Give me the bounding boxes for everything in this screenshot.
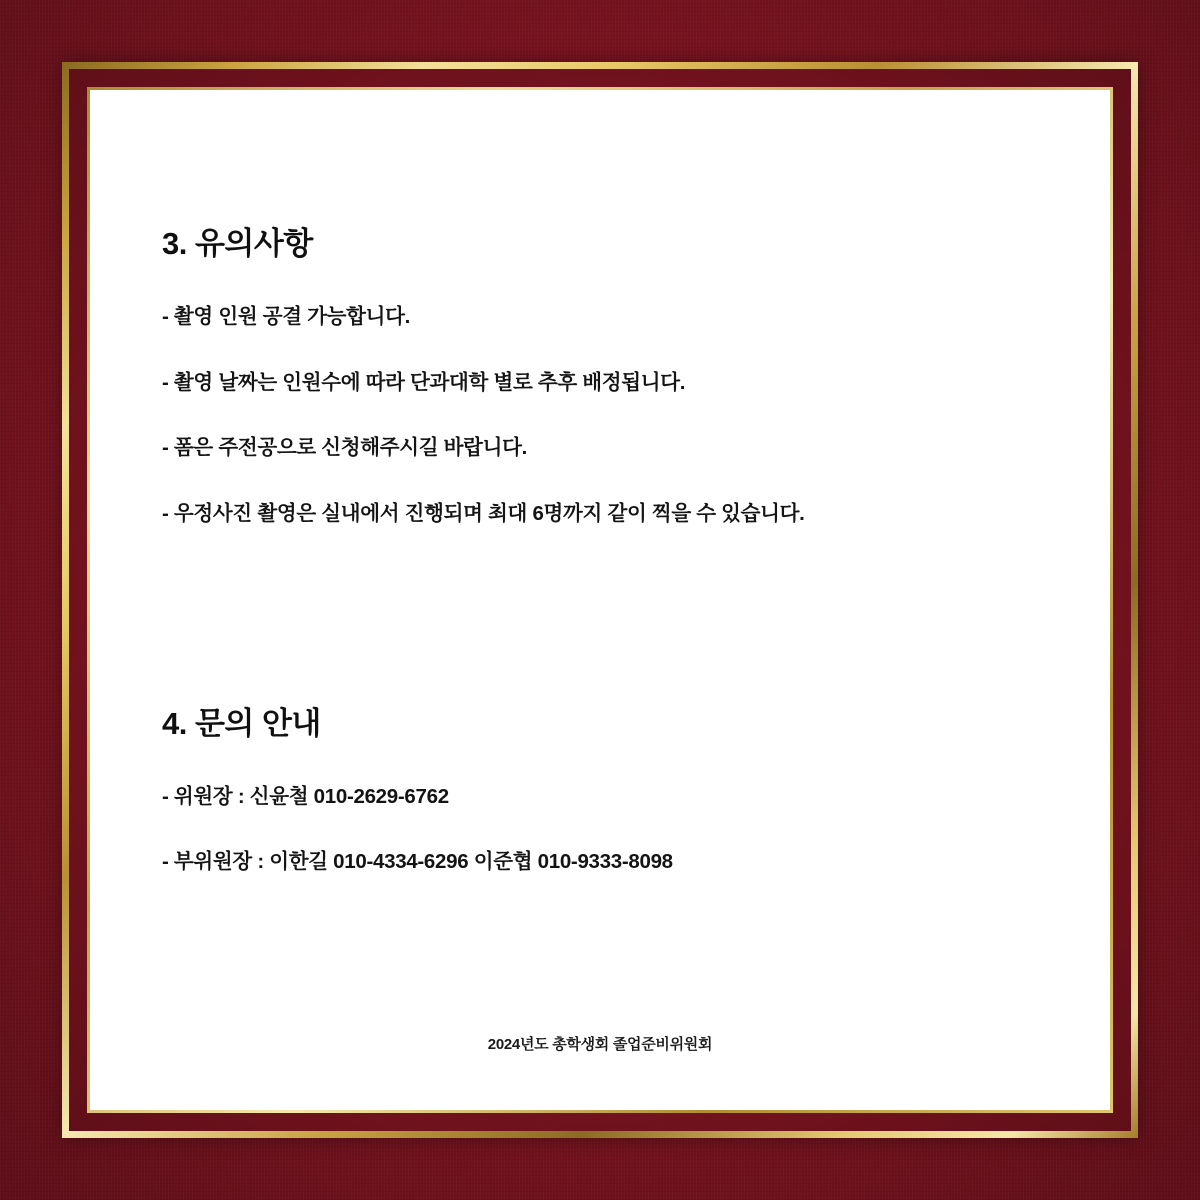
footer-organization: 2024년도 총학생회 졸업준비위원회 (487, 1036, 713, 1053)
note-item-4: - 우정사진 촬영은 실내에서 진행되며 최대 6명까지 같이 찍을 수 있습니다. (162, 502, 805, 526)
gold-frame-inner (69, 69, 1131, 1131)
document-content (162, 218, 1050, 914)
gold-frame (62, 62, 1138, 1138)
note-item-2: - 촬영 날짜는 인원수에 따라 단과대학 별로 추후 배정됩니다. (162, 370, 686, 394)
paper-card (87, 87, 1113, 1113)
section-contact (162, 698, 1050, 876)
section-contact-title: 4. 문의 안내 (162, 705, 321, 741)
section-spacer (162, 566, 1050, 698)
note-item-1: - 촬영 인원 공결 가능합니다. (162, 305, 411, 328)
contact-chair: - 위원장 : 신윤철 010-2629-6762 (162, 784, 449, 808)
section-notes (162, 218, 1050, 528)
section-notes-title: 3. 유의사항 (162, 226, 313, 261)
note-item-3: - 폼은 주전공으로 신청해주시길 바랍니다. (162, 436, 528, 460)
contact-vice-chair: - 부위원장 : 이한길 010-4334-6296 이준협 010-9333-8098 (162, 850, 673, 874)
